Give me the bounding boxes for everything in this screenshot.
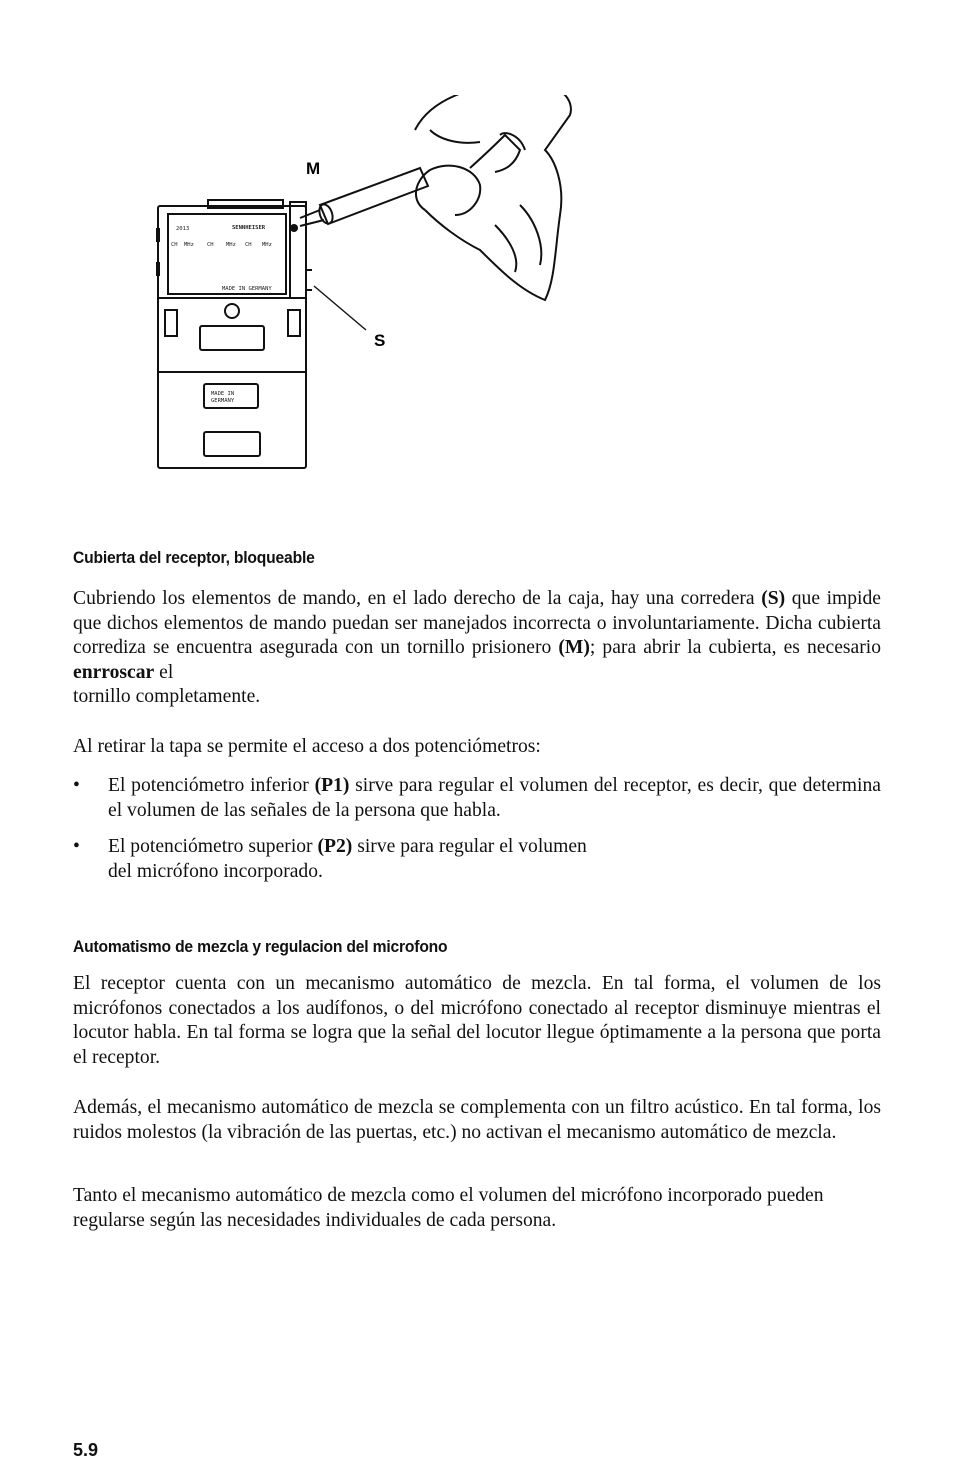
section2-paragraph2: Además, el mecanismo automático de mezcla se complementa con un filtro acústico. En tal forma, los ruidos molestos (la vibración de las puertas, etc.) no activan el mecanismo automático de mezcla. — [73, 1097, 881, 1143]
section2-paragraph3: Tanto el mecanismo automático de mezcla como el volumen del micrófono incorporado pueden regularse según las necesidades individuales de cada persona. — [73, 1185, 824, 1231]
label-m: M — [306, 159, 321, 178]
section1-paragraph1-end: tornillo completamente. — [73, 686, 261, 707]
lower-label-line2: GERMANY — [211, 398, 235, 404]
receiver-illustration — [150, 95, 590, 480]
section2-heading: Automatismo de mezcla y regulacion del microfono — [73, 937, 448, 956]
panel-header-6: MHz — [262, 242, 272, 248]
bullet-text: El potenciómetro superior (P2) sirve para regular el volumen — [108, 836, 587, 857]
panel-header-3: CH — [207, 242, 214, 248]
panel-header-2: MHz — [184, 242, 194, 248]
page-number: 5.9 — [73, 1440, 99, 1460]
bullet-marker: • — [73, 775, 80, 796]
brand-text: SENNHEISER — [232, 225, 266, 231]
section1-paragraph2: Al retirar la tapa se permite el acceso a dos potenciómetros: — [73, 736, 541, 757]
bullet-marker: • — [73, 836, 80, 857]
lower-label-line1: MADE IN — [211, 391, 235, 397]
section2-paragraph1: El receptor cuenta con un mecanismo automático de mezcla. En tal forma, el volumen de los micrófonos conectados a los audífonos, o del micrófono conectado al receptor disminuye mientras el locutor habla. En tal forma se logra que la señal del locutor llegue óptimamente a la persona que porta el receptor. — [73, 973, 881, 1068]
section1-paragraph1: Cubriendo los elementos de mando, en el lado derecho de la caja, hay una corredera (S) que impide que dichos elementos de mando puedan ser manejados incorrecta o involuntariamente. Dicha cubierta corrediza se encuentra asegurada con un tornillo prisionero (M); para abrir la cubierta, es necesario enrroscar el — [73, 588, 881, 683]
bullet-text-end: del micrófono incorporado. — [108, 861, 323, 882]
panel-header-5: CH — [245, 242, 252, 248]
section1-heading: Cubierta del receptor, bloqueable — [73, 548, 315, 567]
bullet-text: El potenciómetro inferior (P1) sirve para regular el volumen del receptor, es decir, que determina el volumen de las señales de la persona que habla. — [108, 775, 881, 821]
panel-header-1: CH — [171, 242, 178, 248]
panel-made-in: MADE IN GERMANY — [222, 286, 272, 292]
label-s: S — [374, 331, 386, 350]
panel-header-4: MHz — [226, 242, 236, 248]
device-model-text: 2013 — [176, 226, 190, 232]
